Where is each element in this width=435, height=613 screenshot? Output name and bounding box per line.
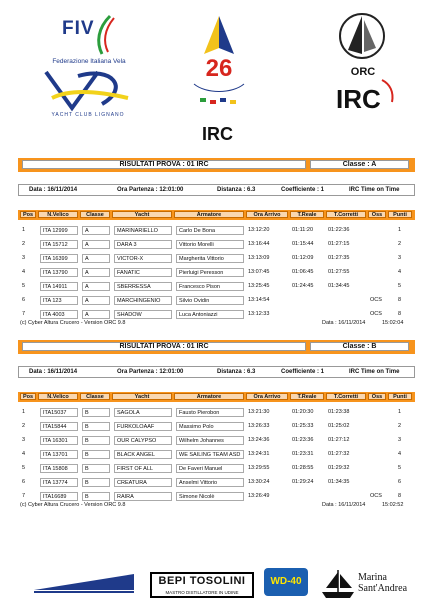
cell-corretti: 01:23:38 <box>328 409 350 415</box>
cell-yacht: FURKOLOAAF <box>114 422 172 431</box>
cell-armatore: Silvio Ovidin <box>176 296 244 305</box>
irc-logo-text: IRC <box>336 84 381 114</box>
cell-reale: 01:23:31 <box>292 451 314 457</box>
cell-arrivo: 13:14:54 <box>248 297 270 303</box>
table-row <box>18 462 415 476</box>
table-row <box>18 238 415 252</box>
cell-pos: 3 <box>22 437 26 443</box>
cell-punti: 5 <box>398 283 402 289</box>
col-reale: T.Reale <box>290 211 324 218</box>
cell-arrivo: 13:29:55 <box>248 465 270 471</box>
fiv-logo <box>38 14 138 56</box>
event-number: 26 <box>205 55 233 82</box>
cell-reale: 01:15:44 <box>292 241 314 247</box>
cell-pos: 5 <box>22 283 26 289</box>
sponsor-marina-line2: Sant'Andrea <box>358 583 408 594</box>
cell-armatore: De Faveri Manuel <box>176 464 244 473</box>
footer-date: Data : 16/11/2014 <box>322 502 366 508</box>
col-classe: Classe <box>80 211 110 218</box>
table-row <box>18 434 415 448</box>
cell-classe: A <box>82 282 110 291</box>
cell-yacht: VICTOR-X <box>114 254 172 263</box>
cell-arrivo: 13:13:09 <box>248 255 270 261</box>
col-punti: Punti <box>388 211 412 218</box>
yacht-club-logo <box>42 68 134 112</box>
orc-logo <box>338 10 386 68</box>
cell-punti: 3 <box>398 437 402 443</box>
cell-punti: 3 <box>398 255 402 261</box>
col-pos: Pos <box>20 211 36 218</box>
cell-velico: ITA 4003 <box>40 310 78 319</box>
race-date: Data : 16/11/2014 <box>29 187 78 193</box>
orc-label: ORC <box>350 66 376 78</box>
cell-pos: 7 <box>22 493 26 499</box>
cell-pos: 1 <box>22 227 26 233</box>
sponsor-ship-icon <box>318 568 358 600</box>
footer-date: Data : 16/11/2014 <box>322 320 366 326</box>
cell-armatore: Carlo De Bona <box>176 226 244 235</box>
cell-armatore: Anselmi Vittorio <box>176 478 244 487</box>
table-row <box>18 420 415 434</box>
cell-classe: A <box>82 310 110 319</box>
cell-classe: A <box>82 296 110 305</box>
cell-velico: ITA 12999 <box>40 226 78 235</box>
section-title-bar <box>18 340 415 354</box>
sponsor-wd40 <box>264 568 308 596</box>
table-header <box>18 392 415 402</box>
col-oss: Oss <box>368 211 386 218</box>
col-armatore: Armatore <box>174 211 244 218</box>
section-class: Classe : A <box>310 160 409 169</box>
cell-pos: 2 <box>22 423 26 429</box>
cell-classe: B <box>82 478 110 487</box>
cell-reale: 01:12:09 <box>292 255 314 261</box>
sponsor-marina-logo <box>30 570 138 596</box>
cell-reale: 01:25:33 <box>292 423 314 429</box>
cell-yacht: OUR CALYPSO <box>114 436 172 445</box>
start-time: Ora Partenza : 12:01:00 <box>117 369 184 375</box>
cell-armatore: WE SAILING TEAM ASD <box>176 450 244 459</box>
cell-classe: A <box>82 226 110 235</box>
footer-credits: (c) Cyber Altura Crucero - Version ORC 9.8 <box>20 502 126 508</box>
col-corretti: T.Corretti <box>326 393 366 400</box>
section-title: RISULTATI PROVA : 01 IRC <box>22 160 306 169</box>
section-title-bar <box>18 158 415 172</box>
cell-corretti: 01:27:32 <box>328 451 350 457</box>
cell-punti: 4 <box>398 269 402 275</box>
irc-logo <box>334 76 398 116</box>
cell-yacht: SAGOLA <box>114 408 172 417</box>
cell-velico: ITA 13790 <box>40 268 78 277</box>
sponsor-bepi-name: BEPI TOSOLINI <box>158 575 246 587</box>
cell-armatore: Massimo Polo <box>176 422 244 431</box>
cell-arrivo: 13:12:20 <box>248 227 270 233</box>
cell-yacht: FANATIC <box>114 268 172 277</box>
cell-reale: 01:28:55 <box>292 465 314 471</box>
col-armatore: Armatore <box>174 393 244 400</box>
cell-reale: 01:23:36 <box>292 437 314 443</box>
race-info-row <box>18 184 415 196</box>
col-punti: Punti <box>388 393 412 400</box>
cell-arrivo: 13:16:44 <box>248 241 270 247</box>
cell-punti: 8 <box>398 297 402 303</box>
cell-pos: 6 <box>22 479 26 485</box>
cell-armatore: Wilhelm Johannes <box>176 436 244 445</box>
col-velico: N.Velico <box>38 393 78 400</box>
cell-arrivo: 13:07:45 <box>248 269 270 275</box>
cell-pos: 6 <box>22 297 26 303</box>
col-arrivo: Ora Arrivo <box>246 211 288 218</box>
col-pos: Pos <box>20 393 36 400</box>
sponsor-marina-santandrea <box>358 572 428 594</box>
distance: Distanza : 6.3 <box>217 369 256 375</box>
cell-armatore: Vittorio Morelli <box>176 240 244 249</box>
col-yacht: Yacht <box>112 211 172 218</box>
cell-corretti: 01:27:12 <box>328 437 350 443</box>
cell-reale: 01:06:45 <box>292 269 314 275</box>
cell-classe: B <box>82 450 110 459</box>
cell-punti: 8 <box>398 311 402 317</box>
sponsor-wd40-text: WD-40 <box>270 576 302 587</box>
cell-reale: 01:11:20 <box>292 227 314 233</box>
cell-pos: 2 <box>22 241 26 247</box>
event-logo <box>186 14 252 112</box>
cell-classe: B <box>82 464 110 473</box>
table-row <box>18 252 415 266</box>
cell-punti: 2 <box>398 241 402 247</box>
cell-yacht: DARA 3 <box>114 240 172 249</box>
cell-corretti: 01:25:02 <box>328 423 350 429</box>
cell-velico: ITA 16399 <box>40 254 78 263</box>
cell-punti: 6 <box>398 479 402 485</box>
cell-armatore: Francesco Pison <box>176 282 244 291</box>
yacht-club-subtitle: YACHT CLUB LIGNANO <box>51 112 125 118</box>
cell-corretti: 01:27:55 <box>328 269 350 275</box>
table-row <box>18 280 415 294</box>
col-reale: T.Reale <box>290 393 324 400</box>
cell-oss: OCS <box>370 311 382 317</box>
cell-reale: 01:24:45 <box>292 283 314 289</box>
cell-classe: B <box>82 436 110 445</box>
cell-arrivo: 13:25:45 <box>248 283 270 289</box>
coefficient: Coefficiente : 1 <box>281 187 325 193</box>
cell-yacht: CREATURA <box>114 478 172 487</box>
cell-classe: B <box>82 408 110 417</box>
cell-arrivo: 13:30:24 <box>248 479 270 485</box>
cell-classe: A <box>82 240 110 249</box>
col-arrivo: Ora Arrivo <box>246 393 288 400</box>
table-row <box>18 294 415 308</box>
col-classe: Classe <box>80 393 110 400</box>
cell-corretti: 01:34:45 <box>328 283 350 289</box>
cell-classe: A <box>82 268 110 277</box>
cell-yacht: FIRST OF ALL <box>114 464 172 473</box>
cell-velico: ITA 15712 <box>40 240 78 249</box>
cell-armatore: Pierluigi Peresson <box>176 268 244 277</box>
cell-reale: 01:20:30 <box>292 409 314 415</box>
cell-velico: ITA 13774 <box>40 478 78 487</box>
cell-punti: 4 <box>398 451 402 457</box>
cell-velico: ITA 13701 <box>40 450 78 459</box>
cell-yacht: RAIRA <box>114 492 172 501</box>
cell-arrivo: 13:26:33 <box>248 423 270 429</box>
cell-classe: A <box>82 254 110 263</box>
cell-punti: 1 <box>398 227 402 233</box>
race-info-row <box>18 366 415 378</box>
cell-armatore: Margherita Vittorio <box>176 254 244 263</box>
col-corretti: T.Corretti <box>326 211 366 218</box>
table-row <box>18 224 415 238</box>
cell-velico: ITA15844 <box>40 422 78 431</box>
cell-classe: B <box>82 422 110 431</box>
cell-oss: OCS <box>370 493 382 499</box>
cell-velico: ITA 123 <box>40 296 78 305</box>
section-class: Classe : B <box>310 342 409 351</box>
cell-punti: 1 <box>398 409 402 415</box>
sponsor-marina-line1: Marina <box>358 572 387 583</box>
race-date: Data : 16/11/2014 <box>29 369 78 375</box>
coefficient: Coefficiente : 1 <box>281 369 325 375</box>
cell-armatore: Fausto Pierobon <box>176 408 244 417</box>
footer-time: 15:02:52 <box>382 502 404 508</box>
cell-pos: 7 <box>22 311 26 317</box>
cell-armatore: Luca Antoniazzi <box>176 310 244 319</box>
cell-velico: ITA15037 <box>40 408 78 417</box>
section-footer <box>20 320 415 328</box>
cell-velico: ITA 14911 <box>40 282 78 291</box>
cell-pos: 3 <box>22 255 26 261</box>
distance: Distanza : 6.3 <box>217 187 256 193</box>
page-title: IRC <box>202 124 233 144</box>
cell-reale: 01:29:24 <box>292 479 314 485</box>
start-time: Ora Partenza : 12:01:00 <box>117 187 184 193</box>
sponsor-bepi-tosolini <box>150 572 254 598</box>
cell-corretti: 01:22:36 <box>328 227 350 233</box>
table-row <box>18 476 415 490</box>
rating-system: IRC Time on Time <box>349 369 400 375</box>
section-footer <box>20 502 415 510</box>
col-velico: N.Velico <box>38 211 78 218</box>
fiv-logo-text: FIV <box>62 18 95 39</box>
table-row <box>18 448 415 462</box>
cell-arrivo: 13:21:30 <box>248 409 270 415</box>
cell-pos: 4 <box>22 451 26 457</box>
cell-yacht: BLACK ANGEL <box>114 450 172 459</box>
rating-system: IRC Time on Time <box>349 187 400 193</box>
cell-corretti: 01:27:15 <box>328 241 350 247</box>
cell-punti: 5 <box>398 465 402 471</box>
sponsor-bepi-sub: MASTRO DISTILLATORE IN UDINE <box>165 590 239 595</box>
cell-pos: 5 <box>22 465 26 471</box>
col-yacht: Yacht <box>112 393 172 400</box>
cell-yacht: SHADOW <box>114 310 172 319</box>
footer-time: 15:02:04 <box>382 320 404 326</box>
col-oss: Oss <box>368 393 386 400</box>
fiv-subtitle: Federazione Italiana Vela <box>52 58 126 65</box>
cell-velico: ITA 16301 <box>40 436 78 445</box>
table-row <box>18 406 415 420</box>
cell-velico: ITA 15808 <box>40 464 78 473</box>
cell-arrivo: 13:24:31 <box>248 451 270 457</box>
cell-corretti: 01:34:35 <box>328 479 350 485</box>
cell-arrivo: 13:12:33 <box>248 311 270 317</box>
cell-velico: ITA16689 <box>40 492 78 501</box>
table-row <box>18 266 415 280</box>
cell-classe: B <box>82 492 110 501</box>
cell-yacht: SBERRESSA <box>114 282 172 291</box>
cell-arrivo: 13:26:49 <box>248 493 270 499</box>
footer-credits: (c) Cyber Altura Crucero - Version ORC 9.8 <box>20 320 126 326</box>
cell-corretti: 01:27:35 <box>328 255 350 261</box>
cell-oss: OCS <box>370 297 382 303</box>
cell-punti: 8 <box>398 493 402 499</box>
cell-arrivo: 13:24:36 <box>248 437 270 443</box>
cell-pos: 1 <box>22 409 26 415</box>
cell-punti: 2 <box>398 423 402 429</box>
cell-yacht: MARINARIELLO <box>114 226 172 235</box>
cell-armatore: Simone Nicolè <box>176 492 244 501</box>
table-header <box>18 210 415 220</box>
cell-yacht: MARCHINGENIO <box>114 296 172 305</box>
section-title: RISULTATI PROVA : 01 IRC <box>22 342 306 351</box>
cell-corretti: 01:29:32 <box>328 465 350 471</box>
cell-pos: 4 <box>22 269 26 275</box>
